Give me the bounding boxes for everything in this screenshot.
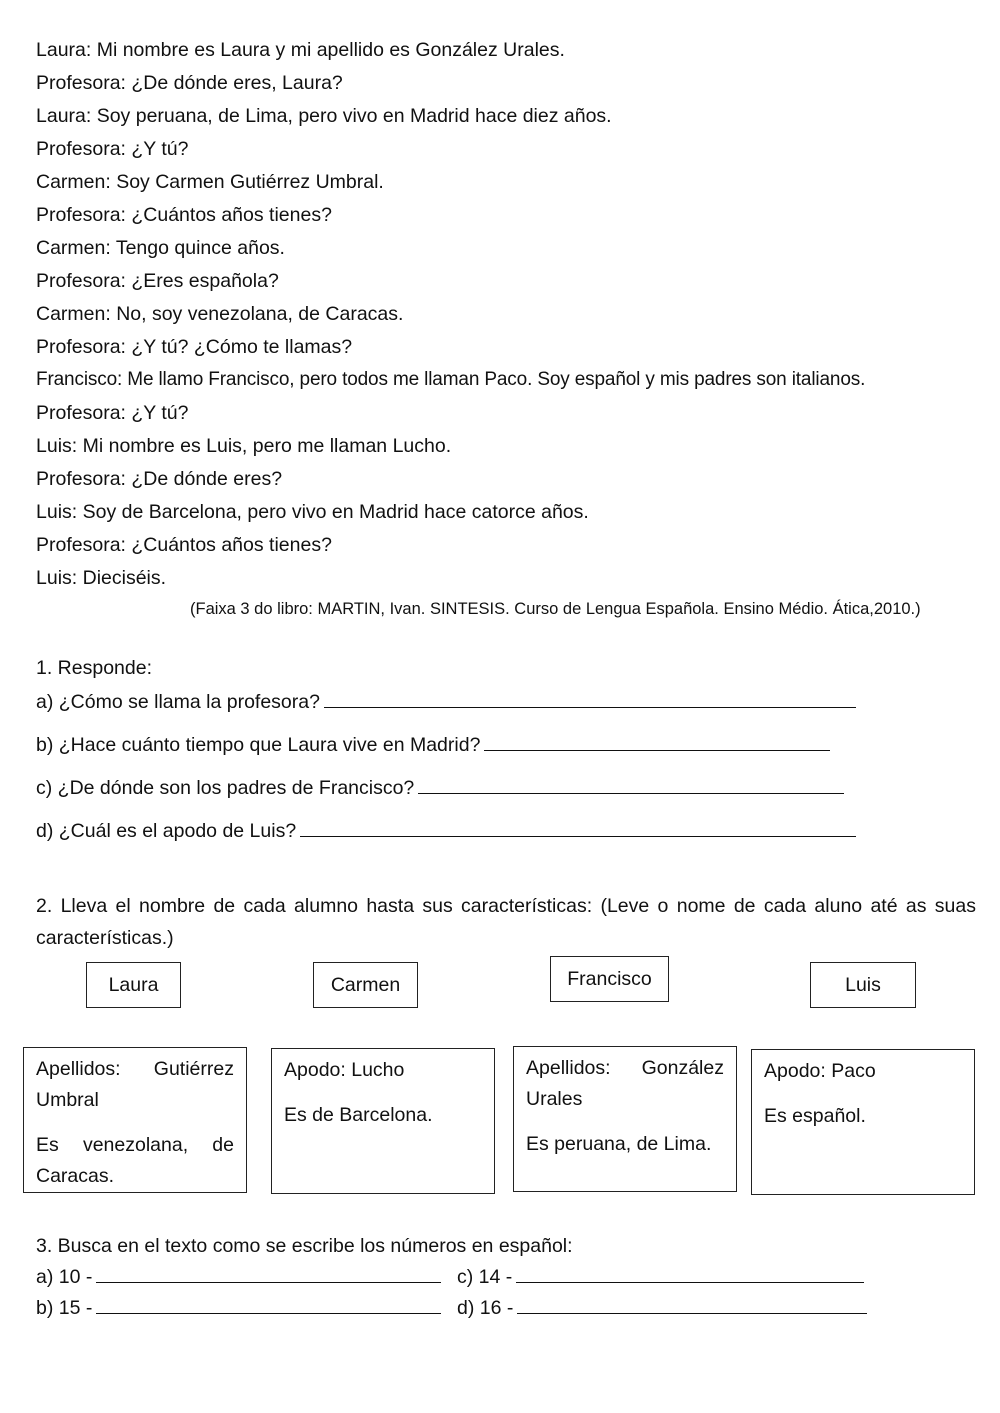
- question-d: [36, 818, 856, 843]
- dialogue-line: Profesora: ¿De dónde eres, Laura?: [36, 72, 343, 94]
- number-item-d-label: d) 16 -: [457, 1297, 514, 1319]
- question-b-text: b) ¿Hace cuánto tiempo que Laura vive en Madrid?: [36, 734, 481, 756]
- question-a-text: a) ¿Cómo se llama la profesora?: [36, 691, 320, 713]
- dialogue-line: Profesora: ¿Eres española?: [36, 270, 279, 292]
- name-box-francisco[interactable]: Francisco: [550, 956, 669, 1002]
- source-citation: (Faixa 3 do libro: MARTIN, Ivan. SINTESIS. Curso de Lengua Española. Ensino Médio. Ática,2010.): [190, 600, 921, 618]
- number-item-c-label: c) 14 -: [457, 1266, 513, 1288]
- number-item-b: [36, 1295, 441, 1320]
- dialogue-line: Profesora: ¿Cuántos años tienes?: [36, 534, 332, 556]
- number-item-a-label: a) 10 -: [36, 1266, 93, 1288]
- characteristics-box-4[interactable]: [751, 1049, 975, 1195]
- section-1-heading: 1. Responde:: [36, 657, 153, 679]
- answer-a-blank[interactable]: [324, 689, 856, 708]
- box-3-line-2: Urales: [526, 1088, 583, 1110]
- question-c: [36, 775, 844, 800]
- dialogue-line: Profesora: ¿Y tú?: [36, 138, 189, 160]
- dialogue-line: Profesora: ¿Cuántos años tienes?: [36, 204, 332, 226]
- box-2-line-1: Apodo: Lucho: [284, 1059, 405, 1081]
- section-2-heading: 2. Lleva el nombre de cada alumno hasta sus características: (Leve o nome de cada aluno até as suas características.): [36, 895, 976, 949]
- dialogue-line: Carmen: Soy Carmen Gutiérrez Umbral.: [36, 171, 384, 193]
- box-1-line-3: Es venezolana, de: [36, 1134, 234, 1156]
- dialogue-line: Profesora: ¿Y tú? ¿Cómo te llamas?: [36, 336, 353, 358]
- number-b-blank[interactable]: [96, 1295, 441, 1314]
- name-box-laura[interactable]: Laura: [86, 962, 181, 1008]
- number-item-a: [36, 1264, 441, 1289]
- number-item-c: [457, 1264, 864, 1289]
- number-d-blank[interactable]: [517, 1295, 867, 1314]
- name-box-luis[interactable]: Luis: [810, 962, 916, 1008]
- question-d-text: d) ¿Cuál es el apodo de Luis?: [36, 820, 297, 842]
- box-3-line-1: Apellidos: González: [526, 1057, 724, 1079]
- answer-b-blank[interactable]: [484, 732, 830, 751]
- dialogue-line: Laura: Mi nombre es Laura y mi apellido es González Urales.: [36, 39, 565, 61]
- box-3-line-3: Es peruana, de Lima.: [526, 1133, 712, 1155]
- number-a-blank[interactable]: [96, 1264, 441, 1283]
- dialogue-line: Luis: Mi nombre es Luis, pero me llaman Lucho.: [36, 435, 452, 457]
- box-4-line-1: Apodo: Paco: [764, 1060, 876, 1082]
- name-box-carmen[interactable]: Carmen: [313, 962, 418, 1008]
- box-4-line-2: Es español.: [764, 1105, 866, 1127]
- question-b: [36, 732, 830, 757]
- answer-d-blank[interactable]: [300, 818, 856, 837]
- box-1-line-4: Caracas.: [36, 1165, 115, 1187]
- number-item-d: [457, 1295, 867, 1320]
- characteristics-box-1[interactable]: [23, 1047, 247, 1193]
- dialogue-line: Profesora: ¿De dónde eres?: [36, 468, 283, 490]
- question-a: [36, 689, 856, 714]
- number-item-b-label: b) 15 -: [36, 1297, 93, 1319]
- box-2-line-2: Es de Barcelona.: [284, 1104, 433, 1126]
- answer-c-blank[interactable]: [418, 775, 844, 794]
- dialogue-line: Luis: Dieciséis.: [36, 567, 167, 589]
- dialogue-line: Francisco: Me llamo Francisco, pero todos me llaman Paco. Soy español y mis padres son italianos.: [36, 369, 866, 390]
- question-c-text: c) ¿De dónde son los padres de Francisco?: [36, 777, 415, 799]
- dialogue-line: Carmen: No, soy venezolana, de Caracas.: [36, 303, 404, 325]
- dialogue-line: Carmen: Tengo quince años.: [36, 237, 285, 259]
- dialogue-line: Laura: Soy peruana, de Lima, pero vivo en Madrid hace diez años.: [36, 105, 612, 127]
- characteristics-box-3[interactable]: [513, 1046, 737, 1192]
- characteristics-box-2[interactable]: [271, 1048, 495, 1194]
- box-1-line-1: Apellidos: Gutiérrez: [36, 1058, 234, 1080]
- box-1-line-2: Umbral: [36, 1089, 99, 1111]
- section-3-heading: 3. Busca en el texto como se escribe los números en español:: [36, 1235, 573, 1257]
- dialogue-line: Luis: Soy de Barcelona, pero vivo en Madrid hace catorce años.: [36, 501, 589, 523]
- number-c-blank[interactable]: [516, 1264, 864, 1283]
- dialogue-line: Profesora: ¿Y tú?: [36, 402, 189, 424]
